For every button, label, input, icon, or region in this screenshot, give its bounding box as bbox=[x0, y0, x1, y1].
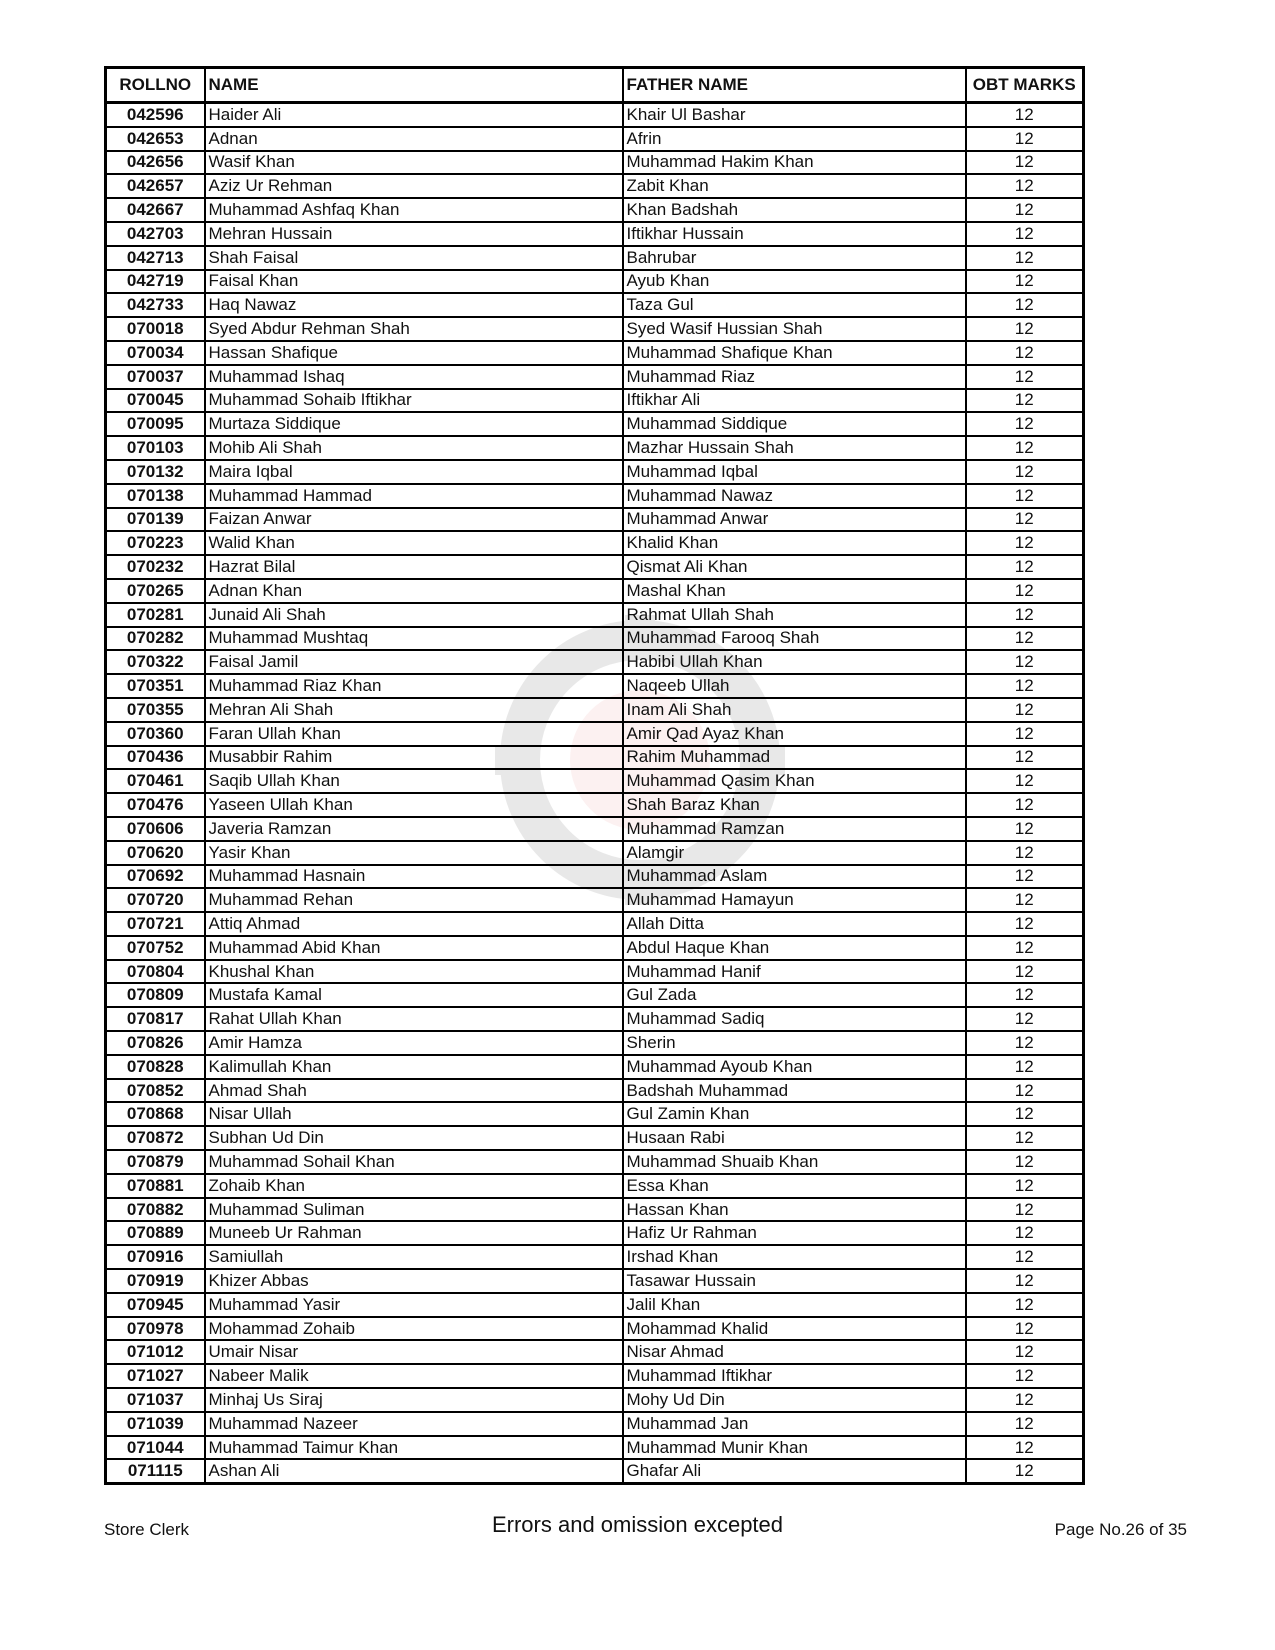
father-name-cell: Gul Zamin Khan bbox=[623, 1102, 966, 1126]
name-cell: Yasir Khan bbox=[205, 841, 623, 865]
table-row bbox=[106, 1436, 1084, 1460]
rollno-cell: 070103 bbox=[106, 436, 205, 460]
rollno-cell: 070138 bbox=[106, 484, 205, 508]
name-cell: Muhammad Sohaib Iftikhar bbox=[205, 389, 623, 413]
obt-marks-cell: 12 bbox=[966, 1340, 1084, 1364]
table-row bbox=[106, 1388, 1084, 1412]
rollno-cell: 071044 bbox=[106, 1436, 205, 1460]
rollno-cell: 070436 bbox=[106, 746, 205, 770]
results-table bbox=[104, 66, 1085, 1485]
obt-marks-cell: 12 bbox=[966, 1412, 1084, 1436]
rollno-cell: 042733 bbox=[106, 293, 205, 317]
rollno-cell: 070139 bbox=[106, 508, 205, 532]
father-name-cell: Abdul Haque Khan bbox=[623, 936, 966, 960]
obt-marks-cell: 12 bbox=[966, 198, 1084, 222]
name-cell: Adnan bbox=[205, 127, 623, 151]
table-row bbox=[106, 698, 1084, 722]
obt-marks-cell: 12 bbox=[966, 674, 1084, 698]
name-cell: Yaseen Ullah Khan bbox=[205, 793, 623, 817]
father-name-cell: Muhammad Qasim Khan bbox=[623, 769, 966, 793]
father-name-cell: Mazhar Hussain Shah bbox=[623, 436, 966, 460]
obt-marks-cell: 12 bbox=[966, 865, 1084, 889]
obt-marks-cell: 12 bbox=[966, 484, 1084, 508]
rollno-cell: 070223 bbox=[106, 531, 205, 555]
rollno-cell: 070606 bbox=[106, 817, 205, 841]
rollno-cell: 070037 bbox=[106, 365, 205, 389]
rollno-cell: 070945 bbox=[106, 1293, 205, 1317]
name-cell: Muhammad Yasir bbox=[205, 1293, 623, 1317]
rollno-cell: 070281 bbox=[106, 603, 205, 627]
rollno-cell: 071115 bbox=[106, 1459, 205, 1483]
father-name-cell: Syed Wasif Hussian Shah bbox=[623, 317, 966, 341]
rollno-cell: 070232 bbox=[106, 555, 205, 579]
father-name-cell: Nisar Ahmad bbox=[623, 1340, 966, 1364]
header-rollno: ROLLNO bbox=[106, 68, 205, 103]
obt-marks-cell: 12 bbox=[966, 1269, 1084, 1293]
obt-marks-cell: 12 bbox=[966, 912, 1084, 936]
table-row bbox=[106, 650, 1084, 674]
name-cell: Muhammad Hasnain bbox=[205, 865, 623, 889]
name-cell: Attiq Ahmad bbox=[205, 912, 623, 936]
father-name-cell: Iftikhar Hussain bbox=[623, 222, 966, 246]
obt-marks-cell: 12 bbox=[966, 1436, 1084, 1460]
table-header-row bbox=[106, 68, 1084, 103]
obt-marks-cell: 12 bbox=[966, 1079, 1084, 1103]
father-name-cell: Husaan Rabi bbox=[623, 1126, 966, 1150]
father-name-cell: Muhammad Iqbal bbox=[623, 460, 966, 484]
father-name-cell: Muhammad Anwar bbox=[623, 508, 966, 532]
obt-marks-cell: 12 bbox=[966, 650, 1084, 674]
father-name-cell: Muhammad Riaz bbox=[623, 365, 966, 389]
table-row bbox=[106, 460, 1084, 484]
obt-marks-cell: 12 bbox=[966, 1031, 1084, 1055]
obt-marks-cell: 12 bbox=[966, 246, 1084, 270]
rollno-cell: 070879 bbox=[106, 1150, 205, 1174]
name-cell: Saqib Ullah Khan bbox=[205, 769, 623, 793]
table-row bbox=[106, 270, 1084, 294]
obt-marks-cell: 12 bbox=[966, 983, 1084, 1007]
rollno-cell: 070868 bbox=[106, 1102, 205, 1126]
table-row bbox=[106, 579, 1084, 603]
table-row bbox=[106, 1102, 1084, 1126]
name-cell: Umair Nisar bbox=[205, 1340, 623, 1364]
rollno-cell: 071012 bbox=[106, 1340, 205, 1364]
header-father-name: FATHER NAME bbox=[623, 68, 966, 103]
father-name-cell: Muhammad Siddique bbox=[623, 412, 966, 436]
father-name-cell: Muhammad Munir Khan bbox=[623, 1436, 966, 1460]
father-name-cell: Muhammad Hanif bbox=[623, 960, 966, 984]
rollno-cell: 071039 bbox=[106, 1412, 205, 1436]
table-row bbox=[106, 627, 1084, 651]
obt-marks-cell: 12 bbox=[966, 1055, 1084, 1079]
table-row bbox=[106, 1269, 1084, 1293]
name-cell: Muhammad Ishaq bbox=[205, 365, 623, 389]
father-name-cell: Jalil Khan bbox=[623, 1293, 966, 1317]
obt-marks-cell: 12 bbox=[966, 722, 1084, 746]
table-row bbox=[106, 1364, 1084, 1388]
father-name-cell: Muhammad Ayoub Khan bbox=[623, 1055, 966, 1079]
obt-marks-cell: 12 bbox=[966, 817, 1084, 841]
table-row bbox=[106, 888, 1084, 912]
father-name-cell: Iftikhar Ali bbox=[623, 389, 966, 413]
name-cell: Minhaj Us Siraj bbox=[205, 1388, 623, 1412]
rollno-cell: 070828 bbox=[106, 1055, 205, 1079]
obt-marks-cell: 12 bbox=[966, 1364, 1084, 1388]
table-row bbox=[106, 222, 1084, 246]
obt-marks-cell: 12 bbox=[966, 1221, 1084, 1245]
obt-marks-cell: 12 bbox=[966, 1317, 1084, 1341]
name-cell: Muhammad Rehan bbox=[205, 888, 623, 912]
table-row bbox=[106, 1126, 1084, 1150]
rollno-cell: 070872 bbox=[106, 1126, 205, 1150]
rollno-cell: 070322 bbox=[106, 650, 205, 674]
table-row bbox=[106, 983, 1084, 1007]
father-name-cell: Zabit Khan bbox=[623, 174, 966, 198]
rollno-cell: 070881 bbox=[106, 1174, 205, 1198]
rollno-cell: 042657 bbox=[106, 174, 205, 198]
rollno-cell: 070817 bbox=[106, 1007, 205, 1031]
obt-marks-cell: 12 bbox=[966, 222, 1084, 246]
father-name-cell: Muhammad Hakim Khan bbox=[623, 151, 966, 175]
name-cell: Muneeb Ur Rahman bbox=[205, 1221, 623, 1245]
obt-marks-cell: 12 bbox=[966, 746, 1084, 770]
rollno-cell: 042653 bbox=[106, 127, 205, 151]
obt-marks-cell: 12 bbox=[966, 769, 1084, 793]
father-name-cell: Muhammad Ramzan bbox=[623, 817, 966, 841]
obt-marks-cell: 12 bbox=[966, 841, 1084, 865]
obt-marks-cell: 12 bbox=[966, 1293, 1084, 1317]
table-row bbox=[106, 1459, 1084, 1483]
name-cell: Khushal Khan bbox=[205, 960, 623, 984]
rollno-cell: 070265 bbox=[106, 579, 205, 603]
rollno-cell: 070132 bbox=[106, 460, 205, 484]
obt-marks-cell: 12 bbox=[966, 1126, 1084, 1150]
obt-marks-cell: 12 bbox=[966, 1174, 1084, 1198]
name-cell: Khizer Abbas bbox=[205, 1269, 623, 1293]
name-cell: Junaid Ali Shah bbox=[205, 603, 623, 627]
obt-marks-cell: 12 bbox=[966, 1388, 1084, 1412]
obt-marks-cell: 12 bbox=[966, 960, 1084, 984]
obt-marks-cell: 12 bbox=[966, 341, 1084, 365]
father-name-cell: Amir Qad Ayaz Khan bbox=[623, 722, 966, 746]
father-name-cell: Mohy Ud Din bbox=[623, 1388, 966, 1412]
table-row bbox=[106, 817, 1084, 841]
name-cell: Shah Faisal bbox=[205, 246, 623, 270]
rollno-cell: 070355 bbox=[106, 698, 205, 722]
father-name-cell: Habibi Ullah Khan bbox=[623, 650, 966, 674]
rollno-cell: 070351 bbox=[106, 674, 205, 698]
rollno-cell: 070826 bbox=[106, 1031, 205, 1055]
name-cell: Muhammad Taimur Khan bbox=[205, 1436, 623, 1460]
table-row bbox=[106, 1007, 1084, 1031]
name-cell: Mehran Ali Shah bbox=[205, 698, 623, 722]
table-row bbox=[106, 1150, 1084, 1174]
table-row bbox=[106, 127, 1084, 151]
header-name: NAME bbox=[205, 68, 623, 103]
obt-marks-cell: 12 bbox=[966, 1245, 1084, 1269]
father-name-cell: Hassan Khan bbox=[623, 1198, 966, 1222]
father-name-cell: Taza Gul bbox=[623, 293, 966, 317]
rollno-cell: 070889 bbox=[106, 1221, 205, 1245]
table-row bbox=[106, 246, 1084, 270]
name-cell: Samiullah bbox=[205, 1245, 623, 1269]
name-cell: Javeria Ramzan bbox=[205, 817, 623, 841]
father-name-cell: Shah Baraz Khan bbox=[623, 793, 966, 817]
table-row bbox=[106, 841, 1084, 865]
father-name-cell: Muhammad Jan bbox=[623, 1412, 966, 1436]
obt-marks-cell: 12 bbox=[966, 174, 1084, 198]
name-cell: Aziz Ur Rehman bbox=[205, 174, 623, 198]
table-row bbox=[106, 293, 1084, 317]
obt-marks-cell: 12 bbox=[966, 389, 1084, 413]
table-row bbox=[106, 1031, 1084, 1055]
father-name-cell: Muhammad Aslam bbox=[623, 865, 966, 889]
obt-marks-cell: 12 bbox=[966, 603, 1084, 627]
rollno-cell: 070721 bbox=[106, 912, 205, 936]
obt-marks-cell: 12 bbox=[966, 698, 1084, 722]
name-cell: Faran Ullah Khan bbox=[205, 722, 623, 746]
obt-marks-cell: 12 bbox=[966, 365, 1084, 389]
rollno-cell: 070852 bbox=[106, 1079, 205, 1103]
name-cell: Amir Hamza bbox=[205, 1031, 623, 1055]
name-cell: Faisal Khan bbox=[205, 270, 623, 294]
name-cell: Rahat Ullah Khan bbox=[205, 1007, 623, 1031]
name-cell: Mohib Ali Shah bbox=[205, 436, 623, 460]
name-cell: Muhammad Mushtaq bbox=[205, 627, 623, 651]
obt-marks-cell: 12 bbox=[966, 1007, 1084, 1031]
table-row bbox=[106, 508, 1084, 532]
father-name-cell: Irshad Khan bbox=[623, 1245, 966, 1269]
father-name-cell: Inam Ali Shah bbox=[623, 698, 966, 722]
father-name-cell: Muhammad Shuaib Khan bbox=[623, 1150, 966, 1174]
table-row bbox=[106, 174, 1084, 198]
obt-marks-cell: 12 bbox=[966, 1459, 1084, 1483]
table-row bbox=[106, 412, 1084, 436]
table-row bbox=[106, 317, 1084, 341]
father-name-cell: Muhammad Sadiq bbox=[623, 1007, 966, 1031]
rollno-cell: 070461 bbox=[106, 769, 205, 793]
father-name-cell: Khair Ul Bashar bbox=[623, 103, 966, 127]
obt-marks-cell: 12 bbox=[966, 1198, 1084, 1222]
father-name-cell: Qismat Ali Khan bbox=[623, 555, 966, 579]
obt-marks-cell: 12 bbox=[966, 127, 1084, 151]
footer-signatory: Store Clerk bbox=[104, 1520, 190, 1539]
father-name-cell: Khalid Khan bbox=[623, 531, 966, 555]
obt-marks-cell: 12 bbox=[966, 555, 1084, 579]
obt-marks-cell: 12 bbox=[966, 627, 1084, 651]
name-cell: Mehran Hussain bbox=[205, 222, 623, 246]
table-row bbox=[106, 769, 1084, 793]
rollno-cell: 070282 bbox=[106, 627, 205, 651]
table-row bbox=[106, 1340, 1084, 1364]
name-cell: Wasif Khan bbox=[205, 151, 623, 175]
name-cell: Haider Ali bbox=[205, 103, 623, 127]
father-name-cell: Afrin bbox=[623, 127, 966, 151]
table-row bbox=[106, 1055, 1084, 1079]
father-name-cell: Tasawar Hussain bbox=[623, 1269, 966, 1293]
name-cell: Maira Iqbal bbox=[205, 460, 623, 484]
table-row bbox=[106, 1245, 1084, 1269]
rollno-cell: 070360 bbox=[106, 722, 205, 746]
table-row bbox=[106, 1221, 1084, 1245]
name-cell: Muhammad Ashfaq Khan bbox=[205, 198, 623, 222]
rollno-cell: 042667 bbox=[106, 198, 205, 222]
rollno-cell: 042719 bbox=[106, 270, 205, 294]
table-row bbox=[106, 103, 1084, 127]
name-cell: Subhan Ud Din bbox=[205, 1126, 623, 1150]
name-cell: Faisal Jamil bbox=[205, 650, 623, 674]
rollno-cell: 071027 bbox=[106, 1364, 205, 1388]
name-cell: Zohaib Khan bbox=[205, 1174, 623, 1198]
father-name-cell: Khan Badshah bbox=[623, 198, 966, 222]
table-row bbox=[106, 341, 1084, 365]
obt-marks-cell: 12 bbox=[966, 508, 1084, 532]
table-row bbox=[106, 531, 1084, 555]
table-row bbox=[106, 151, 1084, 175]
obt-marks-cell: 12 bbox=[966, 1102, 1084, 1126]
table-row bbox=[106, 198, 1084, 222]
rollno-cell: 042656 bbox=[106, 151, 205, 175]
father-name-cell: Rahmat Ullah Shah bbox=[623, 603, 966, 627]
table-row bbox=[106, 389, 1084, 413]
father-name-cell: Naqeeb Ullah bbox=[623, 674, 966, 698]
name-cell: Ashan Ali bbox=[205, 1459, 623, 1483]
table-row bbox=[106, 484, 1084, 508]
name-cell: Mohammad Zohaib bbox=[205, 1317, 623, 1341]
father-name-cell: Muhammad Iftikhar bbox=[623, 1364, 966, 1388]
rollno-cell: 070476 bbox=[106, 793, 205, 817]
father-name-cell: Sherin bbox=[623, 1031, 966, 1055]
table-row bbox=[106, 1412, 1084, 1436]
father-name-cell: Hafiz Ur Rahman bbox=[623, 1221, 966, 1245]
table-row bbox=[106, 1174, 1084, 1198]
table-row bbox=[106, 1293, 1084, 1317]
name-cell: Muhammad Nazeer bbox=[205, 1412, 623, 1436]
name-cell: Haq Nawaz bbox=[205, 293, 623, 317]
father-name-cell: Mohammad Khalid bbox=[623, 1317, 966, 1341]
footer-page-number: Page No.26 of 35 bbox=[1054, 1520, 1187, 1539]
father-name-cell: Mashal Khan bbox=[623, 579, 966, 603]
name-cell: Syed Abdur Rehman Shah bbox=[205, 317, 623, 341]
rollno-cell: 070809 bbox=[106, 983, 205, 1007]
table-row bbox=[106, 674, 1084, 698]
rollno-cell: 070720 bbox=[106, 888, 205, 912]
rollno-cell: 070804 bbox=[106, 960, 205, 984]
name-cell: Muhammad Sohail Khan bbox=[205, 1150, 623, 1174]
father-name-cell: Rahim Muhammad bbox=[623, 746, 966, 770]
obt-marks-cell: 12 bbox=[966, 531, 1084, 555]
rollno-cell: 042703 bbox=[106, 222, 205, 246]
name-cell: Kalimullah Khan bbox=[205, 1055, 623, 1079]
rollno-cell: 070882 bbox=[106, 1198, 205, 1222]
table-row bbox=[106, 1317, 1084, 1341]
table-row bbox=[106, 436, 1084, 460]
name-cell: Hazrat Bilal bbox=[205, 555, 623, 579]
rollno-cell: 070919 bbox=[106, 1269, 205, 1293]
obt-marks-cell: 12 bbox=[966, 579, 1084, 603]
name-cell: Muhammad Abid Khan bbox=[205, 936, 623, 960]
name-cell: Muhammad Suliman bbox=[205, 1198, 623, 1222]
table-row bbox=[106, 1079, 1084, 1103]
name-cell: Adnan Khan bbox=[205, 579, 623, 603]
father-name-cell: Muhammad Hamayun bbox=[623, 888, 966, 912]
table-row bbox=[106, 936, 1084, 960]
name-cell: Muhammad Hammad bbox=[205, 484, 623, 508]
rollno-cell: 042713 bbox=[106, 246, 205, 270]
rollno-cell: 070916 bbox=[106, 1245, 205, 1269]
father-name-cell: Allah Ditta bbox=[623, 912, 966, 936]
name-cell: Murtaza Siddique bbox=[205, 412, 623, 436]
table-row bbox=[106, 1198, 1084, 1222]
obt-marks-cell: 12 bbox=[966, 460, 1084, 484]
name-cell: Nabeer Malik bbox=[205, 1364, 623, 1388]
father-name-cell: Gul Zada bbox=[623, 983, 966, 1007]
name-cell: Faizan Anwar bbox=[205, 508, 623, 532]
obt-marks-cell: 12 bbox=[966, 270, 1084, 294]
obt-marks-cell: 12 bbox=[966, 793, 1084, 817]
obt-marks-cell: 12 bbox=[966, 1150, 1084, 1174]
rollno-cell: 070095 bbox=[106, 412, 205, 436]
rollno-cell: 042596 bbox=[106, 103, 205, 127]
father-name-cell: Bahrubar bbox=[623, 246, 966, 270]
name-cell: Walid Khan bbox=[205, 531, 623, 555]
obt-marks-cell: 12 bbox=[966, 936, 1084, 960]
obt-marks-cell: 12 bbox=[966, 436, 1084, 460]
table-row bbox=[106, 365, 1084, 389]
table-row bbox=[106, 555, 1084, 579]
obt-marks-cell: 12 bbox=[966, 888, 1084, 912]
father-name-cell: Muhammad Shafique Khan bbox=[623, 341, 966, 365]
father-name-cell: Ghafar Ali bbox=[623, 1459, 966, 1483]
rollno-cell: 070018 bbox=[106, 317, 205, 341]
father-name-cell: Badshah Muhammad bbox=[623, 1079, 966, 1103]
table-row bbox=[106, 603, 1084, 627]
rollno-cell: 070752 bbox=[106, 936, 205, 960]
name-cell: Mustafa Kamal bbox=[205, 983, 623, 1007]
rollno-cell: 071037 bbox=[106, 1388, 205, 1412]
name-cell: Ahmad Shah bbox=[205, 1079, 623, 1103]
table-row bbox=[106, 912, 1084, 936]
name-cell: Muhammad Riaz Khan bbox=[205, 674, 623, 698]
obt-marks-cell: 12 bbox=[966, 412, 1084, 436]
obt-marks-cell: 12 bbox=[966, 293, 1084, 317]
father-name-cell: Ayub Khan bbox=[623, 270, 966, 294]
footer-disclaimer: Errors and omission excepted bbox=[491, 1512, 784, 1537]
name-cell: Musabbir Rahim bbox=[205, 746, 623, 770]
rollno-cell: 070620 bbox=[106, 841, 205, 865]
father-name-cell: Muhammad Farooq Shah bbox=[623, 627, 966, 651]
header-obt-marks: OBT MARKS bbox=[966, 68, 1084, 103]
table-row bbox=[106, 865, 1084, 889]
obt-marks-cell: 12 bbox=[966, 317, 1084, 341]
table-row bbox=[106, 793, 1084, 817]
rollno-cell: 070978 bbox=[106, 1317, 205, 1341]
obt-marks-cell: 12 bbox=[966, 103, 1084, 127]
name-cell: Nisar Ullah bbox=[205, 1102, 623, 1126]
obt-marks-cell: 12 bbox=[966, 151, 1084, 175]
rollno-cell: 070692 bbox=[106, 865, 205, 889]
table-row bbox=[106, 722, 1084, 746]
rollno-cell: 070034 bbox=[106, 341, 205, 365]
father-name-cell: Muhammad Nawaz bbox=[623, 484, 966, 508]
rollno-cell: 070045 bbox=[106, 389, 205, 413]
name-cell: Hassan Shafique bbox=[205, 341, 623, 365]
father-name-cell: Alamgir bbox=[623, 841, 966, 865]
father-name-cell: Essa Khan bbox=[623, 1174, 966, 1198]
table-row bbox=[106, 746, 1084, 770]
table-row bbox=[106, 960, 1084, 984]
